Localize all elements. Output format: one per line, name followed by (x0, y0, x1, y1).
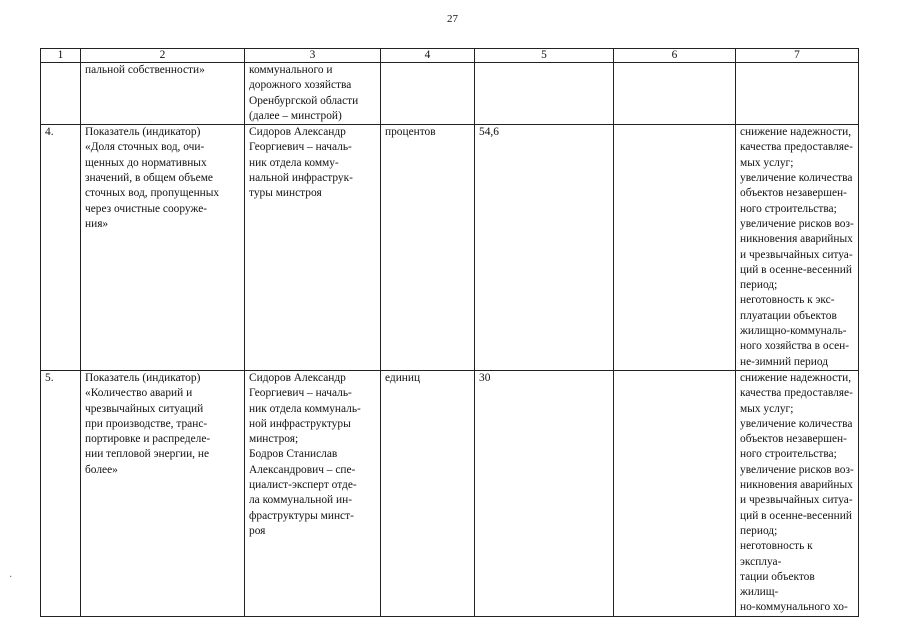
column-header-4: 4 (381, 49, 475, 63)
risks-cell (736, 125, 859, 371)
table-row (41, 370, 859, 616)
row-number-cell: 5. (41, 370, 81, 616)
value-cell: 30 (475, 370, 614, 616)
column-6-cell (614, 63, 736, 125)
unit-cell (381, 63, 475, 125)
row-number-cell: 4. (41, 125, 81, 371)
unit-cell: процентов (381, 125, 475, 371)
row-number-cell (41, 63, 81, 125)
indicators-table (40, 48, 859, 617)
risks-cell (736, 370, 859, 616)
value-cell (475, 63, 614, 125)
column-header-5: 5 (475, 49, 614, 63)
indicator-text: Показатель (индикатор) «Количество аварий и чрезвычайных ситуаций при производстве, транс- портировке и распределе- нии тепловой энергии, не более» (85, 371, 211, 476)
page-number: 27 (447, 13, 458, 25)
column-6-cell (614, 370, 736, 616)
indicator-text: пальной собственности» (85, 64, 205, 76)
responsible-text: Сидоров Александр Георгиевич – началь- ник отдела комму- нальной инфраструк- туры минстроя (249, 126, 353, 200)
indicator-cell (81, 125, 245, 371)
table-row (41, 63, 859, 125)
risks-text: снижение надежности, качества предоставляе- мых услуг; увеличение количества объектов незавершен- ного строительства; увеличение рисков воз- никновения аварийных и чрезвычайных ситуа- ций в осенне-весенний период; неготовность к экс- плуатации объектов жилищно-коммуналь- ного хозяйства в осен- не-зимний период (740, 126, 854, 368)
column-header-6: 6 (614, 49, 736, 63)
column-header-1: 1 (41, 49, 81, 63)
responsible-cell (245, 125, 381, 371)
responsible-cell (245, 63, 381, 125)
column-header-7: 7 (736, 49, 859, 63)
column-6-cell (614, 125, 736, 371)
value-cell: 54,6 (475, 125, 614, 371)
unit-cell: единиц (381, 370, 475, 616)
risks-cell (736, 63, 859, 125)
risks-text: снижение надежности, качества предоставляе- мых услуг; увеличение количества объектов незавершен- ного строительства; увеличение рисков воз- никновения аварийных и чрезвычайных ситуа- ций в осенне-весенний период; неготовность к эксплуа- тации объектов жилищ- но-коммунального хо- (740, 371, 854, 614)
responsible-cell (245, 370, 381, 616)
indicator-cell (81, 370, 245, 616)
table-row (41, 125, 859, 371)
table-header-row (41, 49, 859, 63)
indicator-text: Показатель (индикатор) «Доля сточных вод, очи- щенных до нормативных значений, в общем объеме сточных вод, пропущенных через очистные сооруже- ния» (85, 126, 220, 230)
column-header-2: 2 (81, 49, 245, 63)
column-header-3: 3 (245, 49, 381, 63)
responsible-text: Сидоров Александр Георгиевич – началь- ник отдела коммуналь- ной инфраструктуры минстроя; Бодров Станислав Александрович – спе- циалист-эксперт отде- ла коммунальной ин- фраструктуры минст- роя (249, 371, 361, 537)
indicator-cell (81, 63, 245, 125)
responsible-text: коммунального и дорожного хозяйства Оренбургской области (далее – минстрой) (249, 64, 359, 122)
scan-speck: · (9, 572, 13, 583)
